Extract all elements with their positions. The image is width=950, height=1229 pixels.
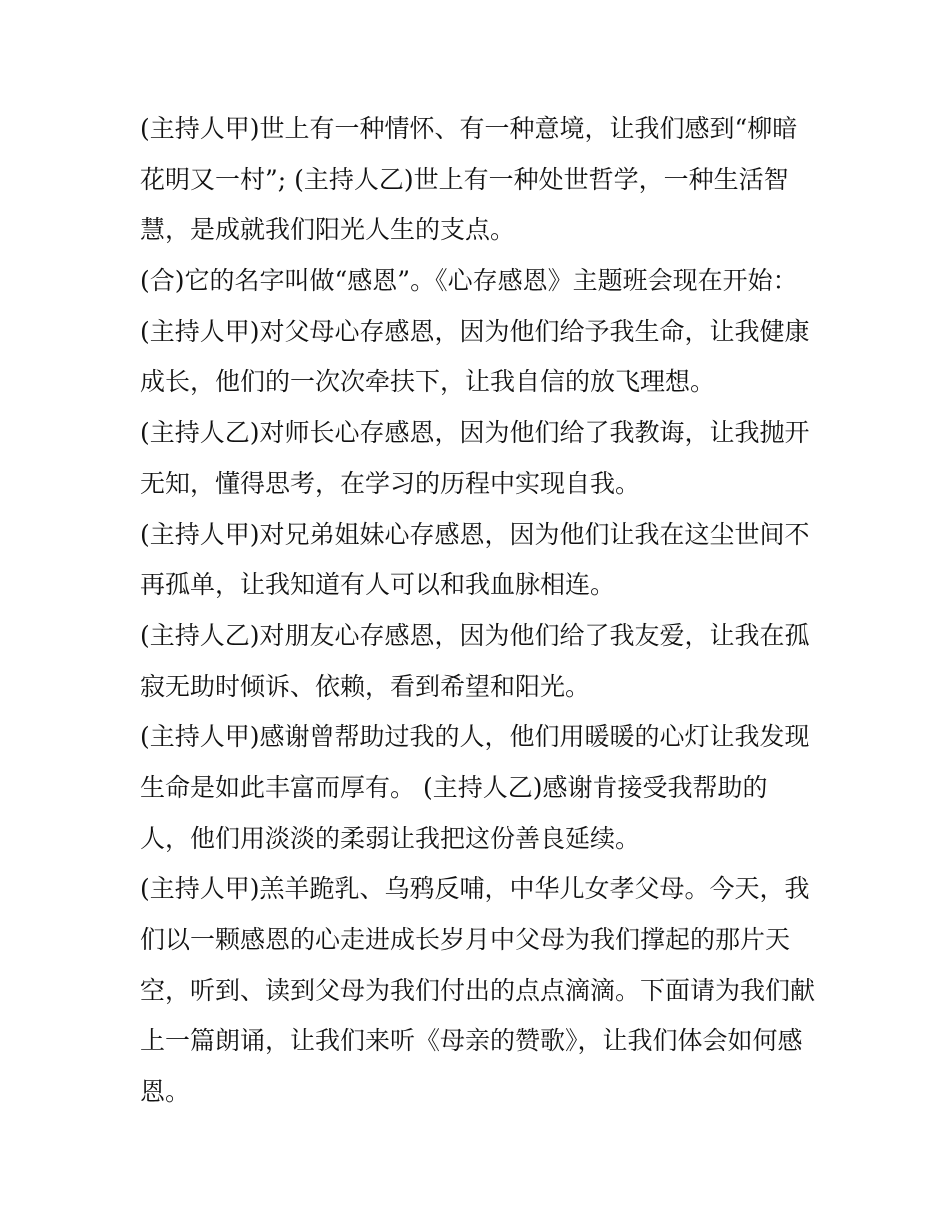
text-line-5: (主持人甲)对父母心存感恩，因为他们给予我生命，让我健康 — [140, 316, 810, 346]
text-line-1: (主持人甲)世上有一种情怀、有一种意境，让我们感到“柳暗 — [140, 114, 798, 143]
text-line-13: (主持人甲)感谢曾帮助过我的人，他们用暖暖的心灯让我发现 — [140, 722, 810, 752]
text-line-17: 们以一颗感恩的心走进成长岁月中父母为我们撑起的那片天 — [140, 925, 791, 954]
text-line-16: (主持人甲)羔羊跪乳、乌鸦反哺，中华儿女孝父母。今天，我 — [140, 874, 810, 904]
text-line-14: 生命是如此丰富而厚有。 (主持人乙)感谢肯接受我帮助的 — [140, 772, 768, 802]
text-line-6: 成长，他们的一次次牵扶下，让我自信的放飞理想。 — [140, 367, 716, 397]
text-line-12: 寂无助时倾诉、依赖，看到希望和阳光。 — [140, 671, 591, 701]
text-line-18: 空，听到、读到父母为我们付出的点点滴滴。下面请为我们献 — [140, 975, 816, 1005]
text-line-10: 再孤单，让我知道有人可以和我血脉相连。 — [140, 570, 616, 600]
text-line-2: 花明又一村”; (主持人乙)世上有一种处世哲学，一种生活智 — [140, 164, 789, 194]
text-line-7: (主持人乙)对师长心存感恩，因为他们给了我教诲，让我抛开 — [140, 418, 810, 448]
text-line-20: 恩。 — [140, 1077, 191, 1107]
text-line-4: (合)它的名字叫做“感恩”。《心存感恩》主题班会现在开始： — [140, 266, 798, 296]
text-line-19: 上一篇朗诵，让我们来听《母亲的赞歌》，让我们体会如何感 — [140, 1026, 803, 1056]
text-line-9: (主持人甲)对兄弟姐妹心存感恩，因为他们让我在这尘世间不 — [140, 519, 810, 549]
text-line-8: 无知，懂得思考，在学习的历程中实现自我。 — [140, 468, 641, 498]
document-body — [140, 104, 830, 1118]
text-line-11: (主持人乙)对朋友心存感恩，因为他们给了我友爱，让我在孤 — [140, 620, 810, 650]
text-line-3: 慧，是成就我们阳光人生的支点。 — [140, 215, 516, 245]
text-line-15: 人，他们用淡淡的柔弱让我把这份善良延续。 — [140, 823, 641, 853]
